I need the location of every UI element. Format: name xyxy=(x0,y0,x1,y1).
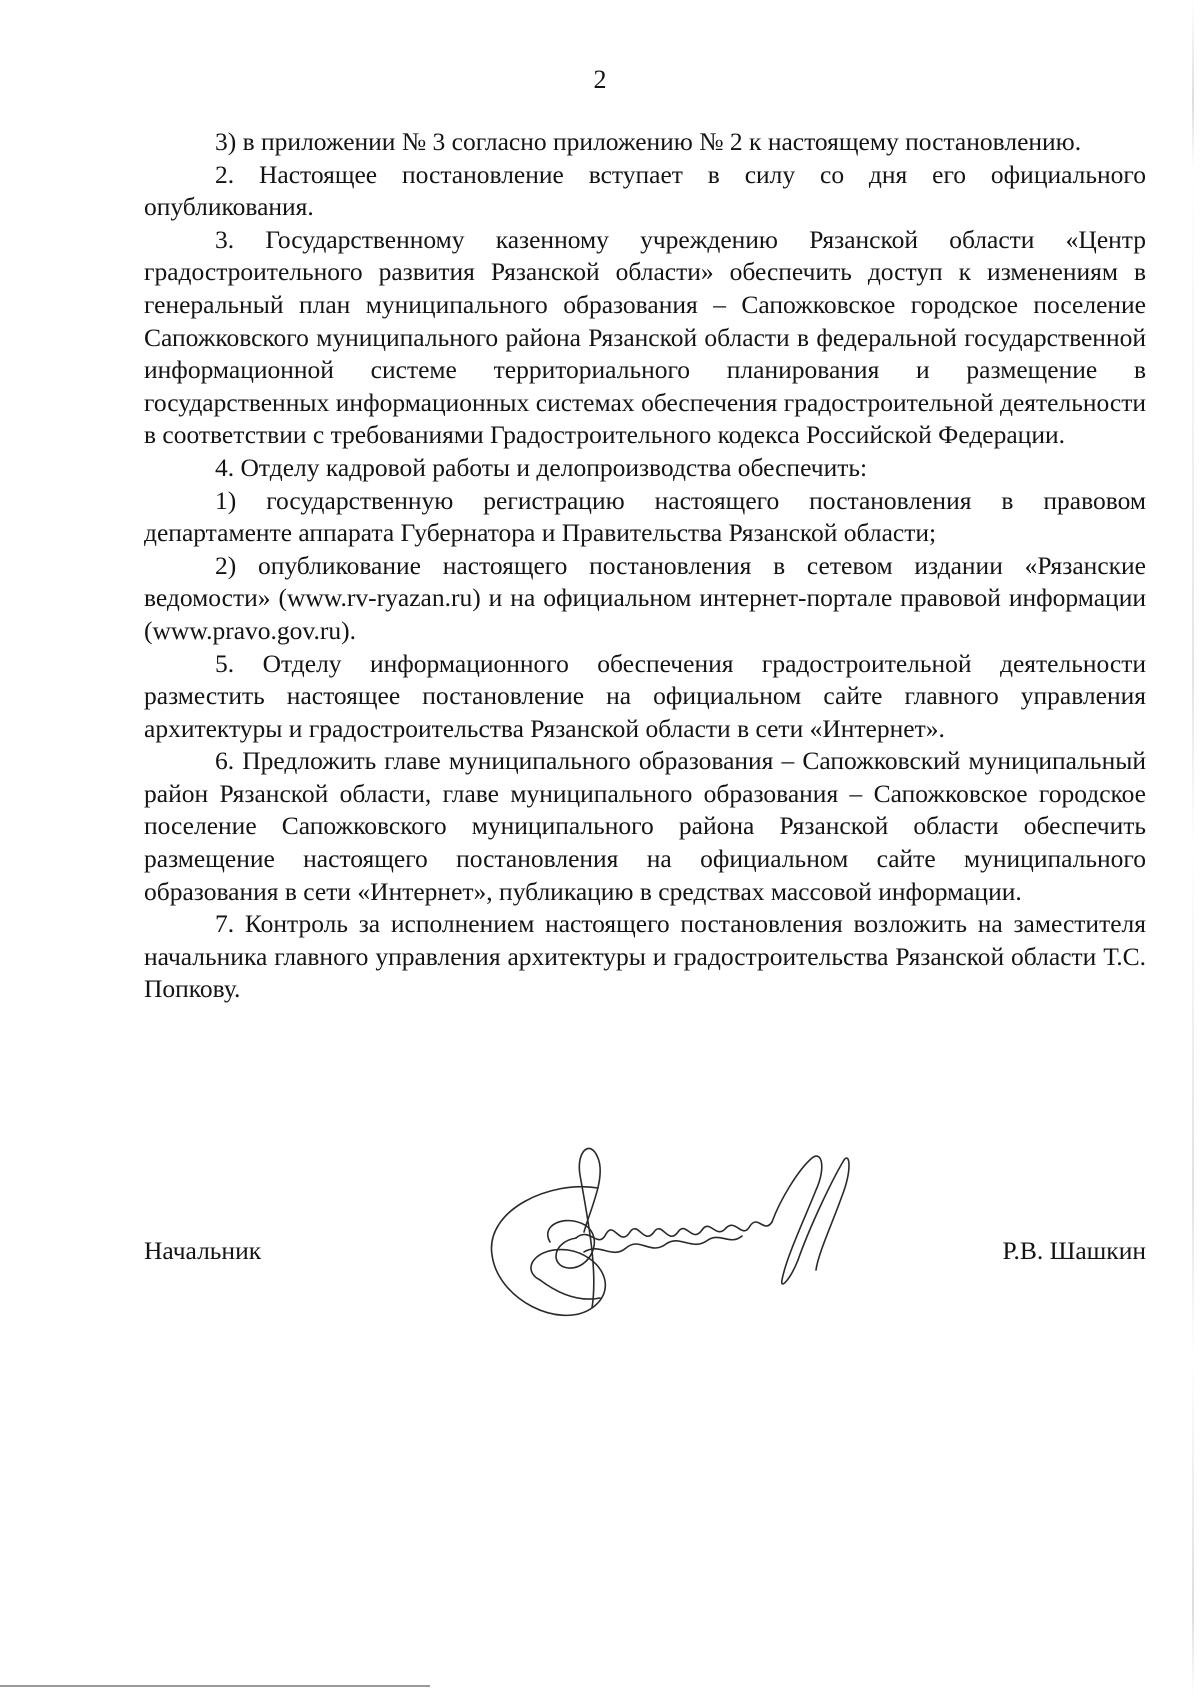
page-number: 2 xyxy=(593,65,607,94)
paragraph-4-1-registration: 1) государственную регистрацию настоящего постановления в правовом департаменте аппарата Губернатора и Правительства Рязанской области; xyxy=(144,485,1146,548)
scan-edge-right xyxy=(1192,0,1194,1697)
paragraph-4-personnel-dept: 4. Отделу кадровой работы и делопроизводства обеспечить: xyxy=(215,452,868,482)
signatory-position: Начальник xyxy=(144,1236,262,1265)
paragraph-7-control: 7. Контроль за исполнением настоящего постановления возложить на заместителя начальника главного управления архитектуры и градостроительства Рязанской области Т.С. Попкову. xyxy=(144,909,1146,1004)
signatory-name: Р.В. Шашкин xyxy=(1002,1236,1146,1265)
paragraph-2-effective-date: 2. Настоящее постановление вступает в силу со дня его официального опубликования. xyxy=(144,159,1146,222)
paragraph-4-2-publication: 2) опубликование настоящего постановления в сетевом издании «Рязанские ведомости» (www.rv-ryazan.ru) и на официальном интернет-портале правовой информации (www.pravo.gov.ru). xyxy=(144,550,1146,645)
scan-edge-bottom xyxy=(0,1685,430,1687)
paragraph-3-access: 3. Государственному казенному учреждению Рязанской области «Центр градостроительного развития Рязанской области» обеспечить доступ к изменениям в генеральный план муниципального образования – Сапожковское городское поселение Сапожковского муниципального района Рязанской области в федеральной государственной информационной системе территориального планирования и размещение в государственных информационных системах обеспечения градостроительной деятельности в соответствии с требованиями Градостроительного кодекса Российской Федерации. xyxy=(144,224,1146,450)
paragraph-6-municipal: 6. Предложить главе муниципального образования – Сапожковский муниципальный район Рязанской области, главе муниципального образования – Сапожковское городское поселение Сапожковского муниципального района Рязанской области обеспечить размещение настоящего постановления на официальном сайте муниципального образования в сети «Интернет», публикацию в средствах массовой информации. xyxy=(144,746,1146,906)
paragraph-3-appendix: 3) в приложении № 3 согласно приложению № 2 к настоящему постановлению. xyxy=(215,127,1082,156)
paragraph-5-website: 5. Отделу информационного обеспечения градостроительной деятельности разместить настоящее постановление на официальном сайте главного управления архитектуры и градостроительства Рязанской области в сети «Интернет». xyxy=(144,648,1146,743)
signature-block xyxy=(144,1235,1146,1275)
document-body xyxy=(144,126,1146,1006)
